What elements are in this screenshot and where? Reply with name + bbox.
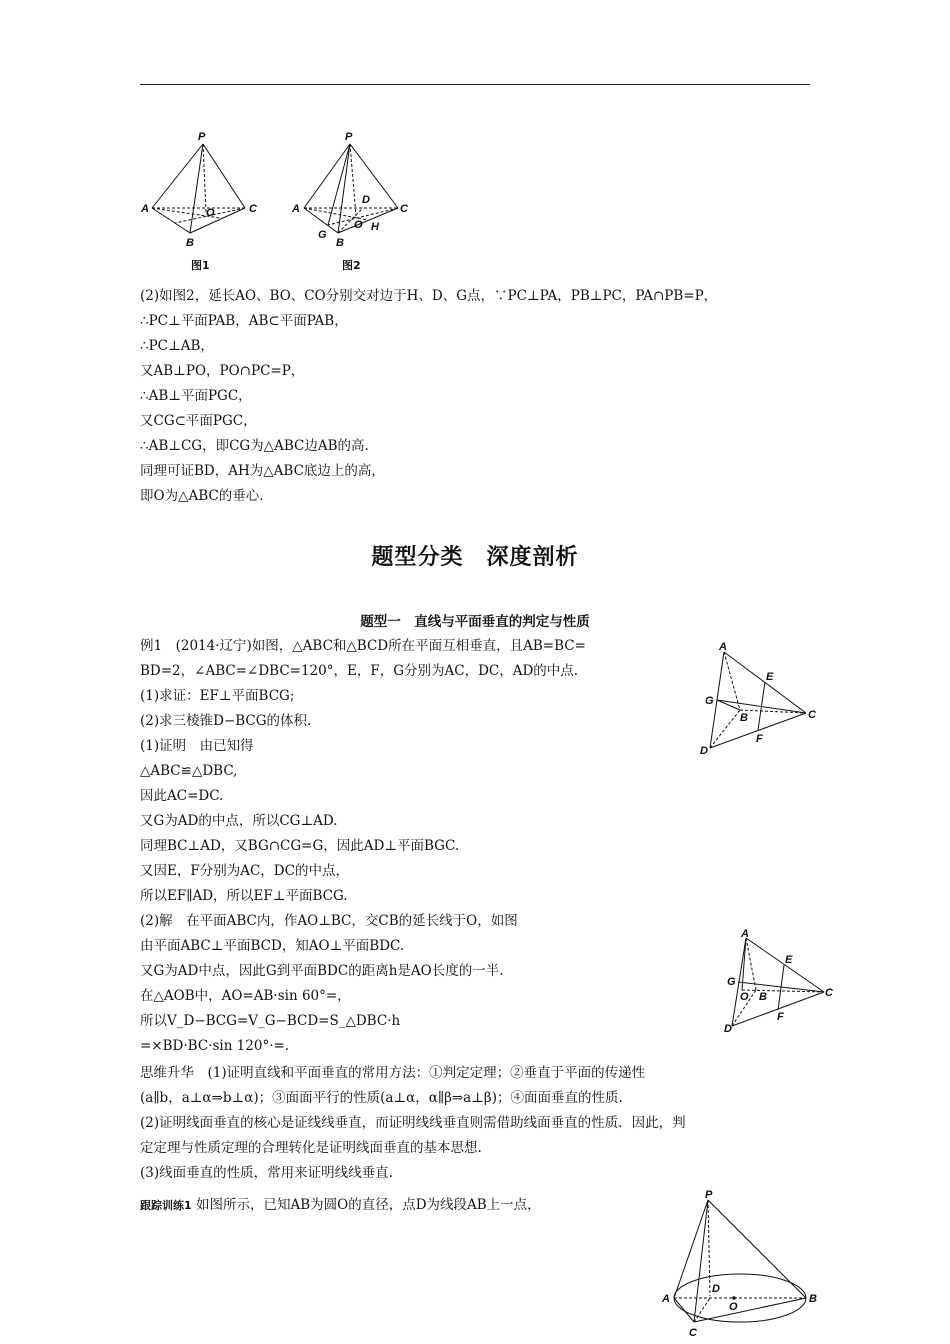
example-line-9: 同理BC⊥AD，又BG∩CG=G，因此AD⊥平面BGC.: [140, 838, 460, 854]
label-A: A: [719, 641, 727, 653]
example-line-1: 例1 (2014·辽宁)如图，△ABC和△BCD所在平面互相垂直，且AB=BC=: [140, 638, 586, 654]
label-O: O: [740, 991, 749, 1003]
label-C: C: [689, 1327, 697, 1338]
label-B: B: [759, 991, 767, 1003]
label-G: G: [727, 976, 736, 988]
label-P: P: [345, 131, 353, 143]
label-C: C: [808, 709, 816, 721]
figure-1-pyramid: [140, 128, 270, 250]
example-line-12: (2)解 在平面ABC内，作AO⊥BC，交CB的延长线于O，如图: [140, 913, 518, 929]
thinking-line-5: (3)线面垂直的性质，常用来证明线线垂直.: [140, 1165, 393, 1181]
label-D: D: [700, 745, 708, 757]
label-E: E: [785, 954, 793, 966]
label-B: B: [809, 1293, 817, 1305]
label-B: B: [740, 712, 748, 724]
figure-2-pyramid: [288, 128, 418, 250]
label-A: A: [662, 1293, 670, 1305]
label-D: D: [724, 1023, 732, 1035]
example-line-17: =×BD·BC·sin 120°·=.: [140, 1038, 290, 1054]
proof2-line-8: 同理可证BD，AH为△ABC底边上的高，: [140, 463, 385, 479]
label-E: E: [766, 671, 774, 683]
practice-tag: 跟踪训练1: [140, 1199, 192, 1212]
proof2-line-1: (2)如图2，延长AO、BO、CO分别交对边于H、D、G点，∵PC⊥PA，PB⊥PC，PA∩PB=P，: [140, 288, 718, 304]
proof2-line-7: ∴AB⊥CG，即CG为△ABC边AB的高.: [140, 438, 369, 454]
example-line-15: 在△AOB中，AO=AB·sin 60°=，: [140, 988, 351, 1004]
example-line-8: 又G为AD的中点，所以CG⊥AD.: [140, 813, 338, 829]
example-line-3: (1)求证：EF⊥平面BCG;: [140, 688, 295, 704]
label-A: A: [741, 928, 749, 940]
thinking-line-4: 定定理与性质定理的合理转化是证明线面垂直的基本思想.: [140, 1140, 482, 1156]
label-F: F: [756, 733, 763, 745]
example-line-4: (2)求三棱锥D−BCG的体积.: [140, 713, 312, 729]
example-line-11: 所以EF∥AD，所以EF⊥平面BCG.: [140, 888, 348, 904]
label-B: B: [336, 237, 344, 249]
label-D: D: [712, 1283, 720, 1295]
subsection-title: 题型一 直线与平面垂直的判定与性质: [360, 614, 590, 630]
label-G: G: [318, 229, 327, 241]
label-C: C: [825, 987, 833, 999]
proof2-line-9: 即O为△ABC的垂心.: [140, 488, 264, 504]
label-C: C: [400, 203, 408, 215]
label-O: O: [206, 207, 215, 219]
example-line-2: BD=2，∠ABC=∠DBC=120°，E，F，G分别为AC，DC，AD的中点.: [140, 663, 579, 679]
thinking-line-3: (2)证明线面垂直的核心是证线线垂直，而证明线线垂直则需借助线面垂直的性质．因此，判: [140, 1115, 686, 1131]
label-O: O: [729, 1301, 738, 1313]
figure-cone: [660, 1188, 820, 1338]
example-line-6: △ABC≌△DBC,: [140, 763, 238, 779]
practice-text: 如图所示，已知AB为圆O的直径，点D为线段AB上一点，: [195, 1197, 541, 1213]
figure-1-caption: 图1: [191, 259, 210, 272]
practice-line: [140, 1193, 541, 1218]
example-line-7: 因此AC=DC.: [140, 788, 224, 804]
proof2-line-3: ∴PC⊥AB，: [140, 338, 214, 354]
section-title: 题型分类 深度剖析: [371, 545, 579, 570]
label-A: A: [292, 203, 300, 215]
proof2-line-5: ∴AB⊥平面PGC，: [140, 388, 252, 404]
label-A: A: [141, 203, 149, 215]
figure-solution-2: [724, 928, 839, 1038]
label-P: P: [705, 1189, 713, 1201]
example-line-13: 由平面ABC⊥平面BCD，知AO⊥平面BDC.: [140, 938, 405, 954]
proof2-line-4: 又AB⊥PO，PO∩PC=P，: [140, 363, 305, 379]
thinking-line-1: 思维升华 (1)证明直线和平面垂直的常用方法：①判定定理；②垂直于平面的传递性: [140, 1065, 646, 1081]
label-F: F: [777, 1011, 784, 1023]
label-D: D: [362, 194, 370, 206]
example-line-5: (1)证明 由已知得: [140, 738, 254, 754]
figure-2-caption: 图2: [342, 259, 361, 272]
example-line-14: 又G为AD中点，因此G到平面BDC的距离h是AO长度的一半.: [140, 963, 504, 979]
label-B: B: [186, 237, 194, 249]
label-G: G: [705, 695, 714, 707]
label-C: C: [249, 203, 257, 215]
label-P: P: [198, 131, 206, 143]
proof2-line-2: ∴PC⊥平面PAB，AB⊂平面PAB，: [140, 313, 348, 329]
thinking-line-2: (a∥b，a⊥α⇒b⊥α)；③面面平行的性质(a⊥α，α∥β⇒a⊥β)；④面面垂直的性质.: [140, 1090, 623, 1106]
proof2-line-6: 又CG⊂平面PGC，: [140, 413, 257, 429]
example-line-10: 又因E，F分别为AC，DC的中点，: [140, 863, 349, 879]
header-rule: [140, 84, 810, 85]
label-H: H: [371, 221, 379, 233]
label-O: O: [354, 219, 363, 231]
figure-example-1: [700, 640, 830, 760]
example-line-16: 所以V_D−BCG=V_G−BCD=S_△DBC·h: [140, 1013, 401, 1029]
